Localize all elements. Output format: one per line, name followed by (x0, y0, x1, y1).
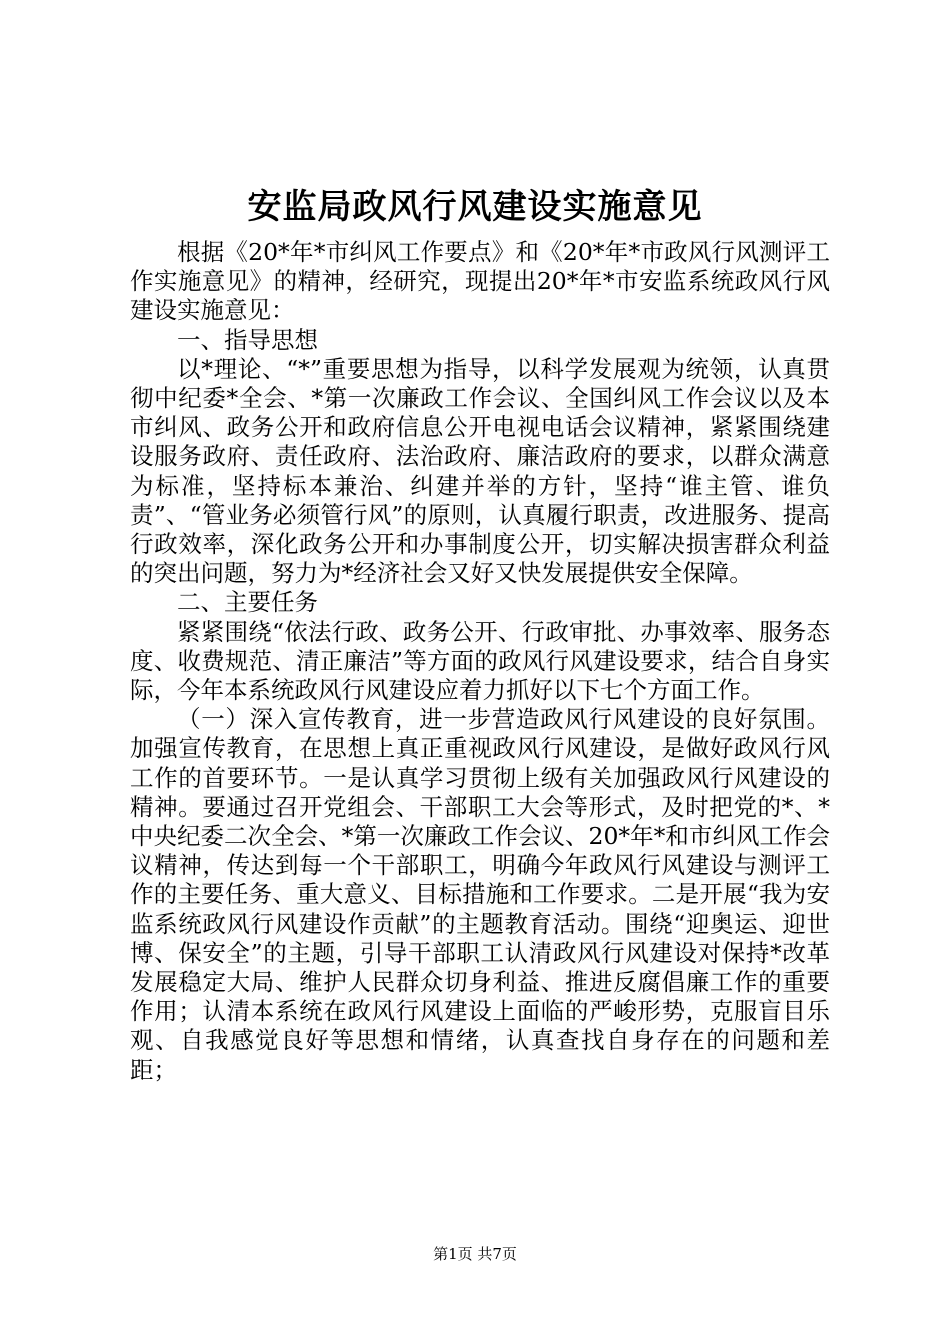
task-one-paragraph: （一）深入宣传教育，进一步营造政风行风建设的良好氛围。加强宣传教育，在思想上真正重视政风行风建设，是做好政风行风工作的首要环节。一是认真学习贯彻上级有关加强政风行风建设的精神。要通过召开党组会、干部职工大会等形式，及时把党的*、*中央纪委二次全会、*第一次廉政工作会议、20*年*和市纠风工作会议精神，传达到每一个干部职工，明确今年政风行风建设与测评工作的主要任务、重大意义、目标措施和工作要求。二是开展“我为安监系统政风行风建设作贡献”的主题教育活动。围绕“迎奥运、迎世博、保安全”的主题，引导干部职工认清政风行风建设对保持*改革发展稳定大局、维护人民群众切身利益、推进反腐倡廉工作的重要作用；认清本系统在政风行风建设上面临的严峻形势，克服盲目乐观、自我感觉良好等思想和情绪，认真查找自身存在的问题和差距； (130, 705, 830, 1084)
main-tasks-paragraph: 紧紧围绕“依法行政、政务公开、行政审批、办事效率、服务态度、收费规范、清正廉洁”等方面的政风行风建设要求，结合自身实际，今年本系统政风行风建设应着力抓好以下七个方面工作。 (130, 617, 830, 705)
page-footer: 第1页 共7页 (433, 1245, 517, 1263)
guiding-ideology-paragraph: 以*理论、“*”重要思想为指导，以科学发展观为统领，认真贯彻中纪委*全会、*第一次廉政工作会议、全国纠风工作会议以及本市纠风、政务公开和政府信息公开电视电话会议精神，紧紧围绕建设服务政府、责任政府、法治政府、廉洁政府的要求，以群众满意为标准，坚持标本兼治、纠建并举的方针，坚持“谁主管、谁负责”、“管业务必须管行风”的原则，认真履行职责，改进服务、提高行政效率，深化政务公开和办事制度公开，切实解决损害群众利益的突出问题，努力为*经济社会又好又快发展提供安全保障。 (130, 354, 830, 588)
document-title: 安监局政风行风建设实施意见 (247, 187, 703, 227)
section-heading-guiding-ideology: 一、指导思想 (177, 325, 318, 354)
section-heading-main-tasks: 二、主要任务 (177, 588, 318, 617)
document-body (130, 238, 830, 1085)
intro-paragraph: 根据《20*年*市纠风工作要点》和《20*年*市政风行风测评工作实施意见》的精神，经研究，现提出20*年*市安监系统政风行风建设实施意见： (130, 238, 830, 325)
